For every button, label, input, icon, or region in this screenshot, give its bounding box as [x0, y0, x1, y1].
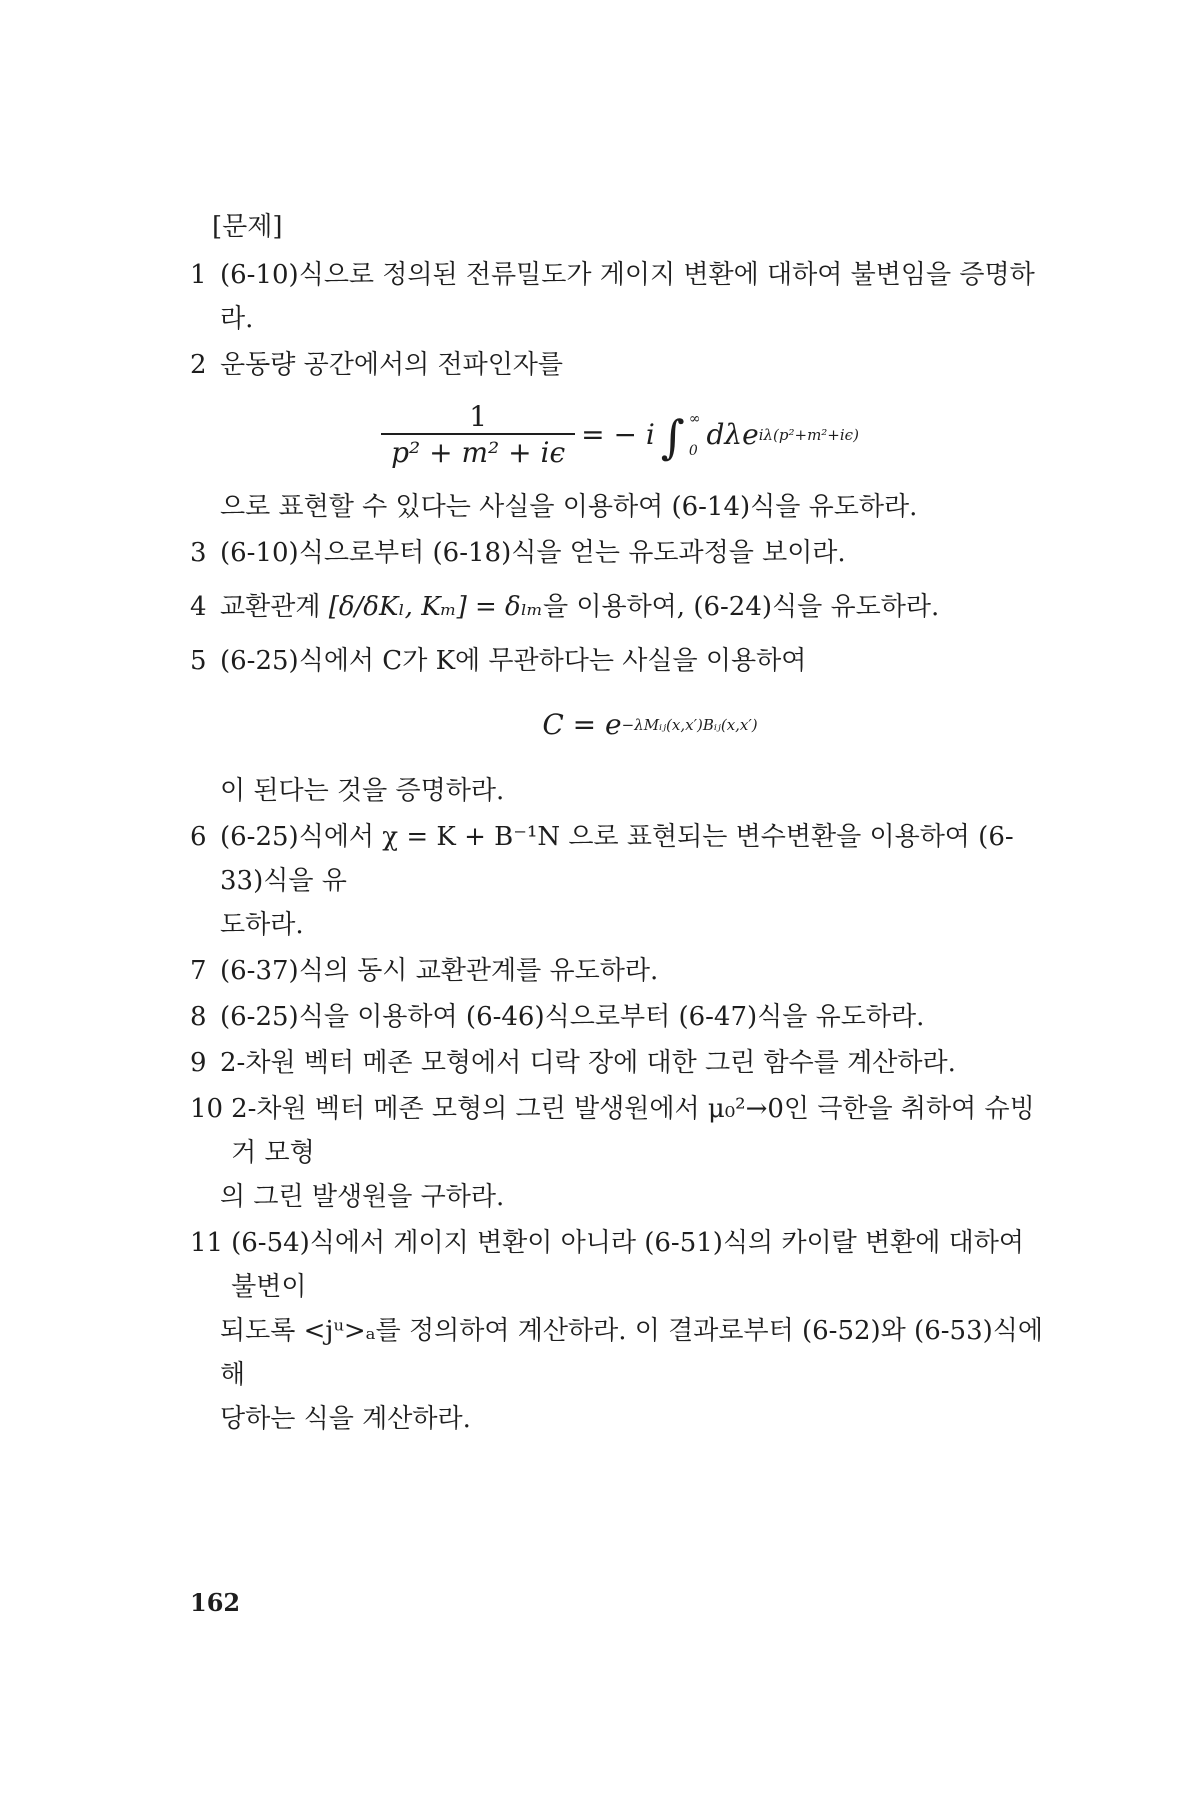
problem-9 [190, 1041, 1050, 1085]
problem-2-continuation: 으로 표현할 수 있다는 사실을 이용하여 (6-14)식을 유도하라. [220, 492, 918, 522]
integrand-exponent: iλ(p²+m²+iϵ) [758, 426, 859, 444]
page-number: 162 [190, 1588, 241, 1617]
problem-10 [190, 1087, 1050, 1175]
problem-7 [190, 949, 1050, 993]
problem-number: 10 [190, 1094, 224, 1124]
integrand: dλe [706, 418, 759, 451]
equation-rhs: = − i [581, 418, 655, 451]
integral-upper-limit: ∞ [688, 411, 701, 427]
problem-text: (6-54)식에서 게이지 변환이 아니라 (6-51)식의 카이랄 변환에 대하여 불변이 [231, 1228, 1025, 1302]
section-heading: [문제] [212, 212, 283, 242]
integral-lower-limit: 0 [688, 443, 698, 459]
integral-sign: ∫ [660, 410, 685, 464]
problem-text: 운동량 공간에서의 전파인자를 [220, 350, 564, 380]
fraction-denominator: p² + m² + iϵ [381, 433, 575, 469]
problem-text: (6-10)식으로 정의된 전류밀도가 게이지 변환에 대하여 불변임을 증명하라. [220, 260, 1035, 334]
problem-6-continuation: 도하라. [220, 910, 304, 940]
problem-number: 6 [190, 822, 207, 852]
equation-exponent: −λMᵢⱼ(x,x′)Bᵢⱼ(x,x′) [621, 716, 758, 734]
problem-11-continuation-2: 당하는 식을 계산하라. [220, 1404, 471, 1434]
problem-number: 2 [190, 350, 207, 380]
problem-text: 2-차원 벡터 메존 모형의 그린 발생원에서 μ₀²→0인 극한을 취하여 슈빙거 모형 [231, 1094, 1035, 1168]
propagator-fraction [381, 401, 575, 469]
problem-text: (6-25)식에서 C가 K에 무관하다는 사실을 이용하여 [220, 646, 807, 676]
integral-limits [689, 411, 701, 459]
problem-number: 9 [190, 1048, 207, 1078]
equation-lhs: C = e [542, 708, 622, 741]
problem-1 [190, 253, 1050, 341]
c-equation [250, 703, 1050, 747]
problem-number: 4 [190, 592, 207, 622]
problem-number: 3 [190, 538, 207, 568]
problem-text: (6-25)식에서 χ = K + B⁻¹N 으로 표현되는 변수변환을 이용하여 (6-33)식을 유 [220, 822, 1014, 896]
commutator-expression: [δ/δKₗ, Kₘ] = δₗₘ [328, 592, 543, 622]
problem-number: 8 [190, 1002, 207, 1032]
problem-number: 7 [190, 956, 207, 986]
problem-5 [190, 639, 1050, 683]
problem-text-post: 을 이용하여, (6-24)식을 유도하라. [542, 592, 940, 622]
problem-4 [190, 585, 1050, 629]
problem-text: 교환관계 [220, 592, 321, 622]
fraction-numerator: 1 [469, 400, 488, 433]
problem-10-continuation: 의 그린 발생원을 구하라. [220, 1182, 505, 1212]
problem-11 [190, 1221, 1050, 1309]
problem-text-wrap [220, 585, 1050, 629]
problem-3 [190, 531, 1050, 575]
problem-11-continuation: 되도록 <jᵘ>ₐ를 정의하여 계산하라. 이 결과로부터 (6-52)와 (6-53)식에 해 [220, 1316, 1043, 1390]
problem-text: (6-25)식을 이용하여 (6-46)식으로부터 (6-47)식을 유도하라. [220, 1002, 925, 1032]
problem-text: (6-37)식의 동시 교환관계를 유도하라. [220, 956, 659, 986]
problem-number: 11 [190, 1228, 224, 1258]
problem-8 [190, 995, 1050, 1039]
problem-6 [190, 815, 1050, 903]
problem-section [190, 205, 1050, 1441]
problem-text: 2-차원 벡터 메존 모형에서 디락 장에 대한 그린 함수를 계산하라. [220, 1048, 956, 1078]
propagator-equation [190, 401, 1050, 469]
problem-text: (6-10)식으로부터 (6-18)식을 얻는 유도과정을 보이라. [220, 538, 846, 568]
problem-2 [190, 343, 1050, 387]
problem-5-continuation: 이 된다는 것을 증명하라. [220, 776, 505, 806]
problem-number: 5 [190, 646, 207, 676]
problem-number: 1 [190, 260, 207, 290]
